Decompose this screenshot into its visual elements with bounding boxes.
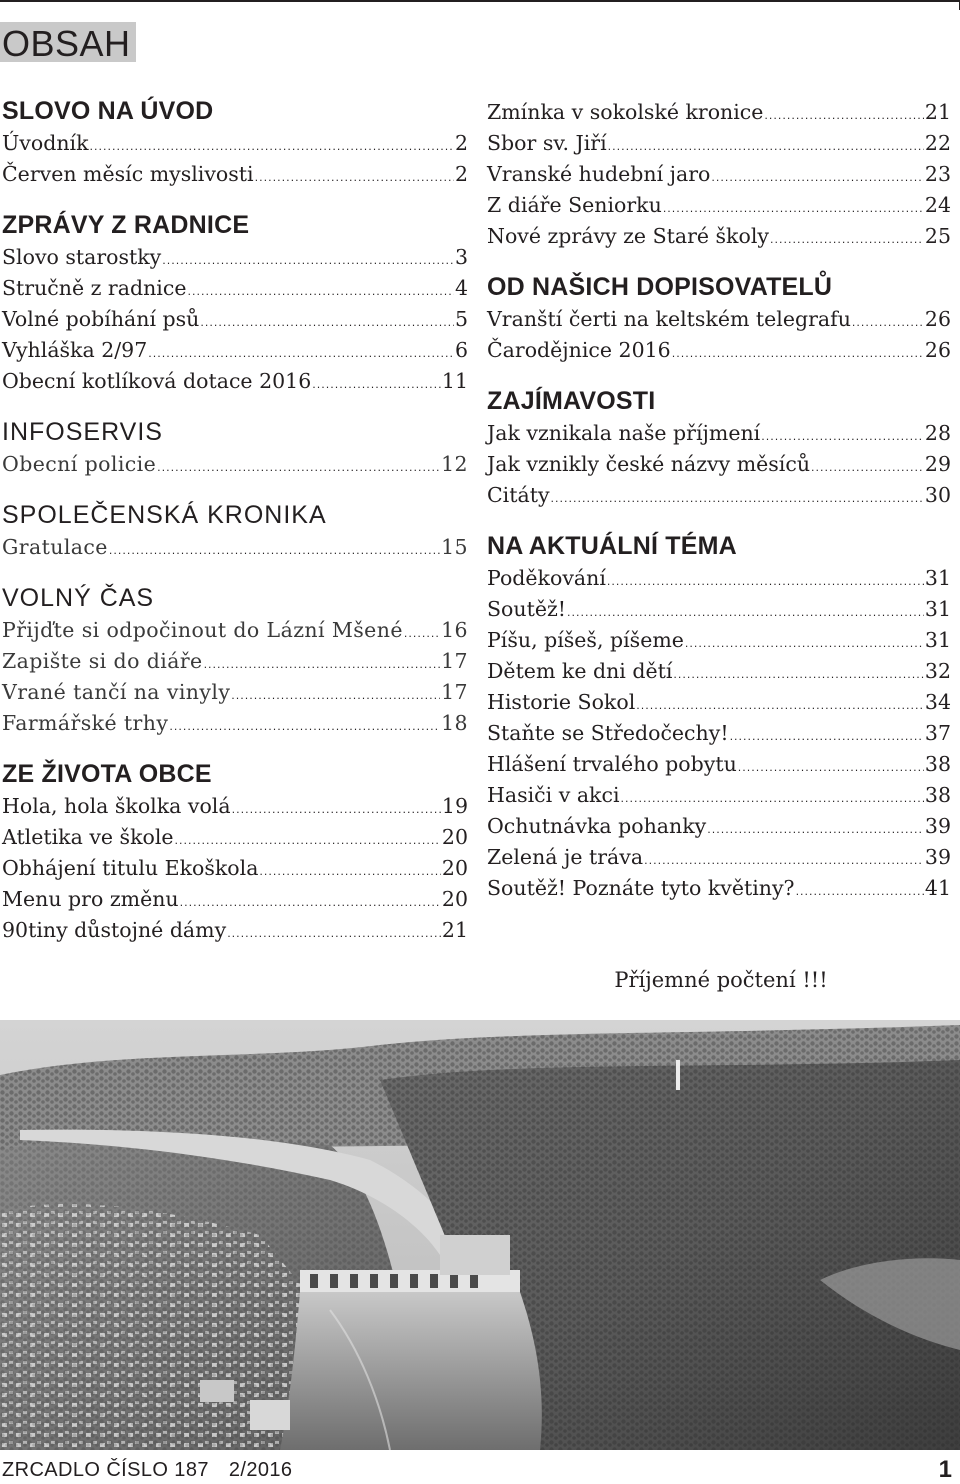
entry-title: Hasiči v akci	[487, 783, 620, 807]
toc-section-volny-cas	[2, 581, 468, 739]
entry-title: Vyhláška 2/97	[2, 338, 148, 362]
entry-title: Gratulace	[2, 535, 108, 559]
dot-leader	[607, 566, 924, 597]
entry-title: Vranské hudební jaro	[487, 162, 711, 186]
dot-leader	[169, 711, 440, 742]
toc-entry[interactable]	[487, 873, 951, 904]
entry-title: Soutěž! Poznáte tyto květiny?	[487, 876, 795, 900]
entry-page: 39	[924, 845, 951, 869]
page-footer	[0, 1452, 960, 1484]
section-heading: SPOLEČENSKÁ KRONIKA	[2, 501, 327, 529]
dot-leader	[852, 307, 924, 338]
dot-leader	[157, 452, 440, 483]
dot-leader	[711, 162, 924, 193]
toc-entry[interactable]	[2, 304, 468, 335]
toc-entry[interactable]	[2, 853, 468, 884]
entry-title: Historie Sokol	[487, 690, 636, 714]
entry-page: 26	[924, 338, 951, 362]
entry-page: 29	[924, 452, 951, 476]
dot-leader	[608, 131, 924, 162]
entry-page: 2	[454, 162, 468, 186]
entry-page: 12	[441, 452, 468, 476]
toc-section-zpravy-z-radnice	[2, 208, 468, 397]
dot-leader	[621, 783, 924, 814]
entry-title: Soutěž!	[487, 597, 566, 621]
toc-entry[interactable]	[487, 656, 951, 687]
entry-page: 28	[924, 421, 951, 445]
dot-leader	[770, 224, 924, 255]
toc-entry[interactable]	[487, 159, 951, 190]
dot-leader	[312, 369, 441, 400]
entry-page: 19	[441, 794, 468, 818]
toc-entry[interactable]	[487, 594, 951, 625]
entry-title: Z diáře Seniorku	[487, 193, 662, 217]
toc-entry[interactable]	[487, 304, 951, 335]
toc-entry[interactable]	[2, 791, 468, 822]
dot-leader	[796, 876, 924, 907]
page-number: 1	[938, 1456, 952, 1483]
toc-section-continued	[487, 97, 951, 252]
dot-leader	[673, 659, 923, 690]
entry-page: 22	[924, 131, 951, 155]
dot-leader	[187, 276, 454, 307]
entry-page: 34	[924, 690, 951, 714]
toc-entry[interactable]	[487, 687, 951, 718]
dot-leader	[707, 814, 924, 845]
toc-section-zajimavosti	[487, 384, 951, 511]
entry-page: 3	[454, 245, 468, 269]
entry-title: Hlášení trvalého pobytu	[487, 752, 737, 776]
entry-title: Vranští čerti na keltském telegrafu	[487, 307, 851, 331]
entry-title: Menu pro změnu	[2, 887, 179, 911]
toc-entry[interactable]	[487, 418, 951, 449]
entry-title: Hola, hola školka volá	[2, 794, 231, 818]
entry-title: Zapište si do diáře	[2, 649, 203, 673]
toc-right-column	[487, 97, 951, 922]
footer-issue	[2, 1458, 292, 1482]
dot-leader	[180, 887, 441, 918]
section-heading: OD NAŠICH DOPISOVATELŮ	[487, 273, 833, 301]
entry-title: Přijďte si odpočinout do Lázní Mšené	[2, 618, 403, 642]
dot-leader	[90, 131, 454, 162]
toc-entry[interactable]	[2, 273, 468, 304]
toc-entry[interactable]	[2, 449, 468, 480]
dot-leader	[227, 918, 441, 949]
toc-entry[interactable]	[2, 915, 468, 946]
toc-entry[interactable]	[2, 532, 468, 563]
entry-page: 38	[924, 752, 951, 776]
toc-entry[interactable]	[487, 97, 951, 128]
dot-leader	[764, 100, 923, 131]
toc-entry[interactable]	[2, 822, 468, 853]
toc-entry[interactable]	[2, 366, 468, 397]
entry-title: Obecní policie	[2, 452, 157, 476]
toc-left-column	[2, 94, 468, 964]
entry-page: 20	[441, 856, 468, 880]
entry-page: 16	[441, 618, 468, 642]
toc-entry[interactable]	[2, 708, 468, 739]
entry-title: Zelená je tráva	[487, 845, 644, 869]
entry-title: Stručně z radnice	[2, 276, 187, 300]
entry-title: Čarodějnice 2016	[487, 338, 671, 362]
dot-leader	[663, 193, 924, 224]
entry-title: Nové zprávy ze Staré školy	[487, 224, 769, 248]
entry-title: Atletika ve škole	[2, 825, 174, 849]
aerial-photo-river-dam	[0, 1020, 960, 1450]
entry-title: Farmářské trhy	[2, 711, 169, 735]
entry-page: 6	[454, 338, 468, 362]
dot-leader	[255, 162, 454, 193]
toc-section-spolecenska-kronika	[2, 498, 468, 563]
entry-page: 37	[924, 721, 951, 745]
footer-issue-date: 2/2016	[228, 1459, 293, 1481]
dot-leader	[567, 597, 924, 628]
entry-title: Vrané tančí na vinyly	[2, 680, 231, 704]
toc-entry[interactable]	[487, 449, 951, 480]
entry-page: 15	[441, 535, 468, 559]
toc-entry[interactable]	[487, 811, 951, 842]
toc-section-slovo-na-uvod	[2, 94, 468, 190]
toc-section-od-nasich-dopisovatelu	[487, 270, 951, 366]
toc-section-infoservis	[2, 415, 468, 480]
entry-title: Volné pobíhání psů	[2, 307, 200, 331]
entry-title: Slovo starostky	[2, 245, 162, 269]
entry-title: Staňte se Středočechy!	[487, 721, 729, 745]
entry-page: 4	[454, 276, 468, 300]
closing-line: Příjemné počtení !!!	[614, 968, 828, 992]
toc-entry[interactable]	[487, 780, 951, 811]
section-heading: ZPRÁVY Z RADNICE	[2, 211, 250, 239]
dot-leader	[200, 307, 454, 338]
entry-page: 31	[924, 597, 951, 621]
toc-entry[interactable]	[2, 128, 468, 159]
entry-page: 39	[924, 814, 951, 838]
entry-page: 17	[441, 649, 468, 673]
section-heading: SLOVO NA ÚVOD	[2, 97, 214, 125]
dot-leader	[644, 845, 924, 876]
entry-page: 2	[454, 131, 468, 155]
toc-entry[interactable]	[2, 884, 468, 915]
dot-leader	[730, 721, 924, 752]
page-title: OBSAH	[0, 22, 136, 62]
dot-leader	[162, 245, 454, 276]
toc-entry[interactable]	[2, 159, 468, 190]
section-heading: NA AKTUÁLNÍ TÉMA	[487, 532, 737, 560]
entry-page: 41	[924, 876, 951, 900]
toc-entry[interactable]	[2, 646, 468, 677]
entry-page: 21	[441, 918, 468, 942]
dot-leader	[811, 452, 924, 483]
entry-page: 31	[924, 628, 951, 652]
dot-leader	[738, 752, 924, 783]
entry-title: Píšu, píšeš, píšeme	[487, 628, 684, 652]
footer-issue-name: ZRCADLO ČÍSLO 187	[2, 1459, 209, 1481]
dot-leader	[204, 649, 441, 680]
entry-title: Jak vznikala naše příjmení	[487, 421, 761, 445]
toc-entry[interactable]	[487, 842, 951, 873]
entry-title: Poděkování	[487, 566, 606, 590]
section-heading: INFOSERVIS	[2, 418, 163, 446]
entry-page: 31	[924, 566, 951, 590]
entry-title: Zmínka v sokolské kronice	[487, 100, 764, 124]
toc-entry[interactable]	[487, 749, 951, 780]
toc-entry[interactable]	[487, 718, 951, 749]
entry-title: Obhájení titulu Ekoškola	[2, 856, 259, 880]
entry-title: Ochutnávka pohanky	[487, 814, 707, 838]
entry-page: 5	[454, 307, 468, 331]
entry-page: 18	[441, 711, 468, 735]
toc-entry[interactable]	[487, 190, 951, 221]
aerial-photo-illustration	[0, 1020, 960, 1450]
entry-title: Úvodník	[2, 131, 89, 155]
top-rule	[0, 0, 960, 2]
entry-title: Sbor sv. Jiří	[487, 131, 607, 155]
dot-leader	[404, 618, 440, 649]
entry-page: 24	[924, 193, 951, 217]
entry-page: 23	[924, 162, 951, 186]
section-heading: ZAJÍMAVOSTI	[487, 387, 656, 415]
dot-leader	[148, 338, 454, 369]
toc-section-na-aktualni-tema	[487, 529, 951, 904]
toc-entry[interactable]	[487, 335, 951, 366]
entry-page: 21	[924, 100, 951, 124]
entry-page: 11	[441, 369, 468, 393]
toc-entry[interactable]	[2, 335, 468, 366]
entry-page: 38	[924, 783, 951, 807]
entry-title: Citáty	[487, 483, 550, 507]
toc-entry[interactable]	[487, 480, 951, 511]
dot-leader	[232, 794, 441, 825]
entry-page: 26	[924, 307, 951, 331]
dot-leader	[672, 338, 924, 369]
entry-title: Jak vznikly české názvy měsíců	[487, 452, 811, 476]
dot-leader	[636, 690, 924, 721]
dot-leader	[175, 825, 441, 856]
dot-leader	[109, 535, 440, 566]
dot-leader	[685, 628, 924, 659]
toc-entry[interactable]	[487, 563, 951, 594]
entry-title: Dětem ke dni dětí	[487, 659, 673, 683]
entry-title: Obecní kotlíková dotace 2016	[2, 369, 312, 393]
toc-entry[interactable]	[487, 221, 951, 252]
toc-entry[interactable]	[2, 615, 468, 646]
toc-entry[interactable]	[487, 128, 951, 159]
toc-section-ze-zivota-obce	[2, 757, 468, 946]
entry-page: 17	[441, 680, 468, 704]
entry-page: 32	[924, 659, 951, 683]
dot-leader	[761, 421, 924, 452]
entry-page: 30	[924, 483, 951, 507]
dot-leader	[259, 856, 440, 887]
entry-page: 20	[441, 825, 468, 849]
toc-entry[interactable]	[2, 242, 468, 273]
entry-title: 90tiny důstojné dámy	[2, 918, 227, 942]
toc-entry[interactable]	[2, 677, 468, 708]
dot-leader	[551, 483, 924, 514]
toc-entry[interactable]	[487, 625, 951, 656]
dot-leader	[231, 680, 440, 711]
section-heading: VOLNÝ ČAS	[2, 584, 155, 612]
entry-page: 20	[441, 887, 468, 911]
entry-page: 25	[924, 224, 951, 248]
section-heading: ZE ŽIVOTA OBCE	[2, 760, 212, 788]
entry-title: Červen měsíc myslivosti	[2, 162, 254, 186]
